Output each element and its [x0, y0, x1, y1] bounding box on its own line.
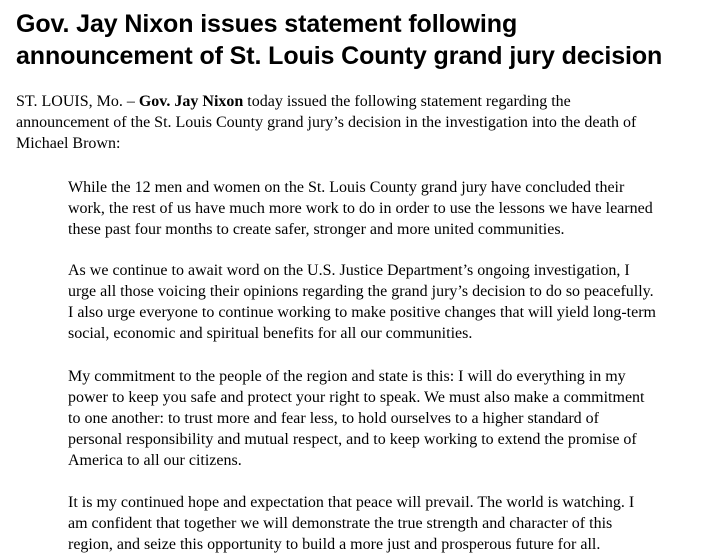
statement-line: urge all those voicing their opinions regarding the grand jury’s decision to do so peacefully. — [68, 283, 654, 300]
dateline: ST. LOUIS, Mo. – — [16, 93, 139, 110]
headline — [16, 8, 716, 72]
governor-name: Gov. Jay Nixon — [138, 93, 244, 110]
statement-line: work, the rest of us have much more work to do in order to use the lessons we have learned — [68, 200, 653, 217]
statement-paragraph-1 — [68, 177, 720, 240]
headline-line-1: Gov. Jay Nixon issues statement following — [16, 10, 518, 38]
statement-paragraph-4 — [68, 492, 720, 555]
statement-line: to one another: to trust more and fear less, to hold ourselves to a higher standard of — [68, 410, 599, 427]
statement-line: social, economic and spiritual benefits for all our communities. — [68, 325, 473, 342]
headline-line-2: announcement of St. Louis County grand jury decision — [16, 42, 663, 70]
statement-line: I also urge everyone to continue working to make positive changes that will yield long-term — [68, 304, 656, 321]
lead-paragraph — [16, 91, 716, 154]
statement-line: As we continue to await word on the U.S. Justice Department’s ongoing investigation, I — [68, 262, 630, 279]
statement-line: am confident that together we will demonstrate the true strength and character of this — [68, 515, 613, 532]
lead-line-1-rest: today issued the following statement regarding the — [243, 93, 571, 110]
statement-line: America to all our citizens. — [68, 452, 242, 469]
statement-line: these past four months to create safer, stronger and more united communities. — [68, 221, 565, 238]
statement-line: My commitment to the people of the region and state is this: I will do everything in my — [68, 368, 626, 385]
lead-line-2: announcement of the St. Louis County grand jury’s decision in the investigation into the death of — [16, 114, 637, 131]
statement-line: While the 12 men and women on the St. Louis County grand jury have concluded their — [68, 179, 625, 196]
statement-line: power to keep you safe and protect your right to speak. We must also make a commitment — [68, 389, 645, 406]
statement-line: personal responsibility and mutual respect, and to keep working to extend the promise of — [68, 431, 637, 448]
statement-line: It is my continued hope and expectation that peace will prevail. The world is watching. I — [68, 494, 635, 511]
statement-paragraph-2 — [68, 260, 720, 344]
lead-line-3: Michael Brown: — [16, 135, 121, 152]
statement-line: region, and seize this opportunity to build a more just and prosperous future for all. — [68, 536, 601, 553]
statement-paragraph-3 — [68, 366, 720, 471]
